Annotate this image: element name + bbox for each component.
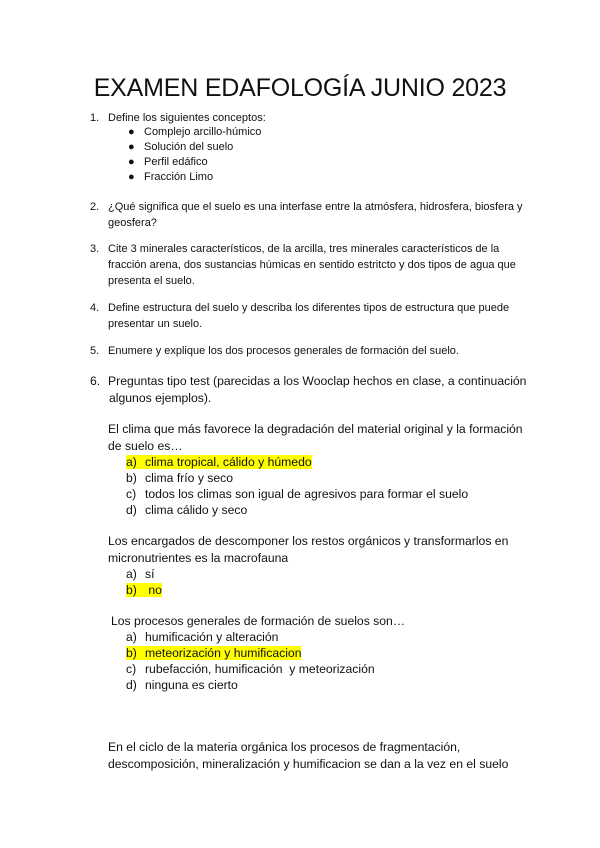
test-question-1-option-c: c) todos los climas son igual de agresivos para formar el suelo xyxy=(126,487,469,501)
question-2-number: 2. xyxy=(90,201,100,213)
question-1-text: Define los siguientes conceptos: xyxy=(108,112,266,124)
test-question-3-option-d: d) ninguna es cierto xyxy=(126,678,238,692)
concept-item-1: ● Complejo arcillo-húmico xyxy=(128,126,262,138)
test-question-2-option-a: a) sí xyxy=(126,567,155,581)
question-5-text: Enumere y explique los dos procesos generales de formación del suelo. xyxy=(108,345,459,357)
test-question-1-option-d: d) clima cálido y seco xyxy=(126,503,248,517)
question-6-text: Preguntas tipo test (parecidas a los Wooclap hechos en clase, a continuación algunos ejemplos). xyxy=(108,374,527,405)
test-question-3-option-a: a) humificación y alteración xyxy=(126,630,279,644)
bullet-icon: ● xyxy=(128,126,135,138)
exam-title: EXAMEN EDAFOLOGÍA JUNIO 2023 xyxy=(93,74,507,102)
question-2-text: ¿Qué significa que el suelo es una interfase entre la atmósfera, hidrosfera, biosfera y geosfera? xyxy=(108,201,523,229)
concept-item-2: ● Solución del suelo xyxy=(128,141,234,153)
test-question-3-text: Los procesos generales de formación de suelos son… xyxy=(111,614,406,628)
question-3-number: 3. xyxy=(90,243,100,255)
test-question-2-text: Los encargados de descomponer los restos orgánicos y transformarlos en micronutrientes es la macrofauna xyxy=(108,534,509,565)
question-3-text: Cite 3 minerales característicos, de la arcilla, tres minerales característicos de la fracción arena, dos sustancias húmicas en sentido estritcto y dos tipos de agua que presenta el suelo. xyxy=(108,243,516,287)
test-question-1-option-a: a) clima tropical, cálido y húmedo xyxy=(126,455,312,469)
test-question-3-option-c: c) rubefacción, humificación y meteorización xyxy=(126,662,375,676)
bullet-icon: ● xyxy=(128,171,135,183)
test-question-1-option-b: b) clima frío y seco xyxy=(126,471,234,485)
test-question-1-text: El clima que más favorece la degradación del material original y la formación de suelo es… xyxy=(108,422,523,453)
test-question-4-text: En el ciclo de la materia orgánica los procesos de fragmentación, descomposición, mineralización y humificacion se dan a la vez en el suelo xyxy=(108,740,509,771)
test-question-3-option-b: b) meteorización y humificacion xyxy=(126,646,302,660)
question-5-number: 5. xyxy=(90,345,100,357)
concept-item-3: ● Perfil edáfico xyxy=(128,156,208,168)
question-6-number: 6. xyxy=(90,374,101,388)
bullet-icon: ● xyxy=(128,141,135,153)
test-question-2-option-b: b) no xyxy=(126,583,162,597)
question-4-number: 4. xyxy=(90,302,100,314)
bullet-icon: ● xyxy=(128,156,135,168)
question-1-number: 1. xyxy=(90,112,100,124)
question-4-text: Define estructura del suelo y describa los diferentes tipos de estructura que puede presentar un suelo. xyxy=(108,302,510,330)
concept-item-4: ● Fracción Limo xyxy=(128,171,214,183)
